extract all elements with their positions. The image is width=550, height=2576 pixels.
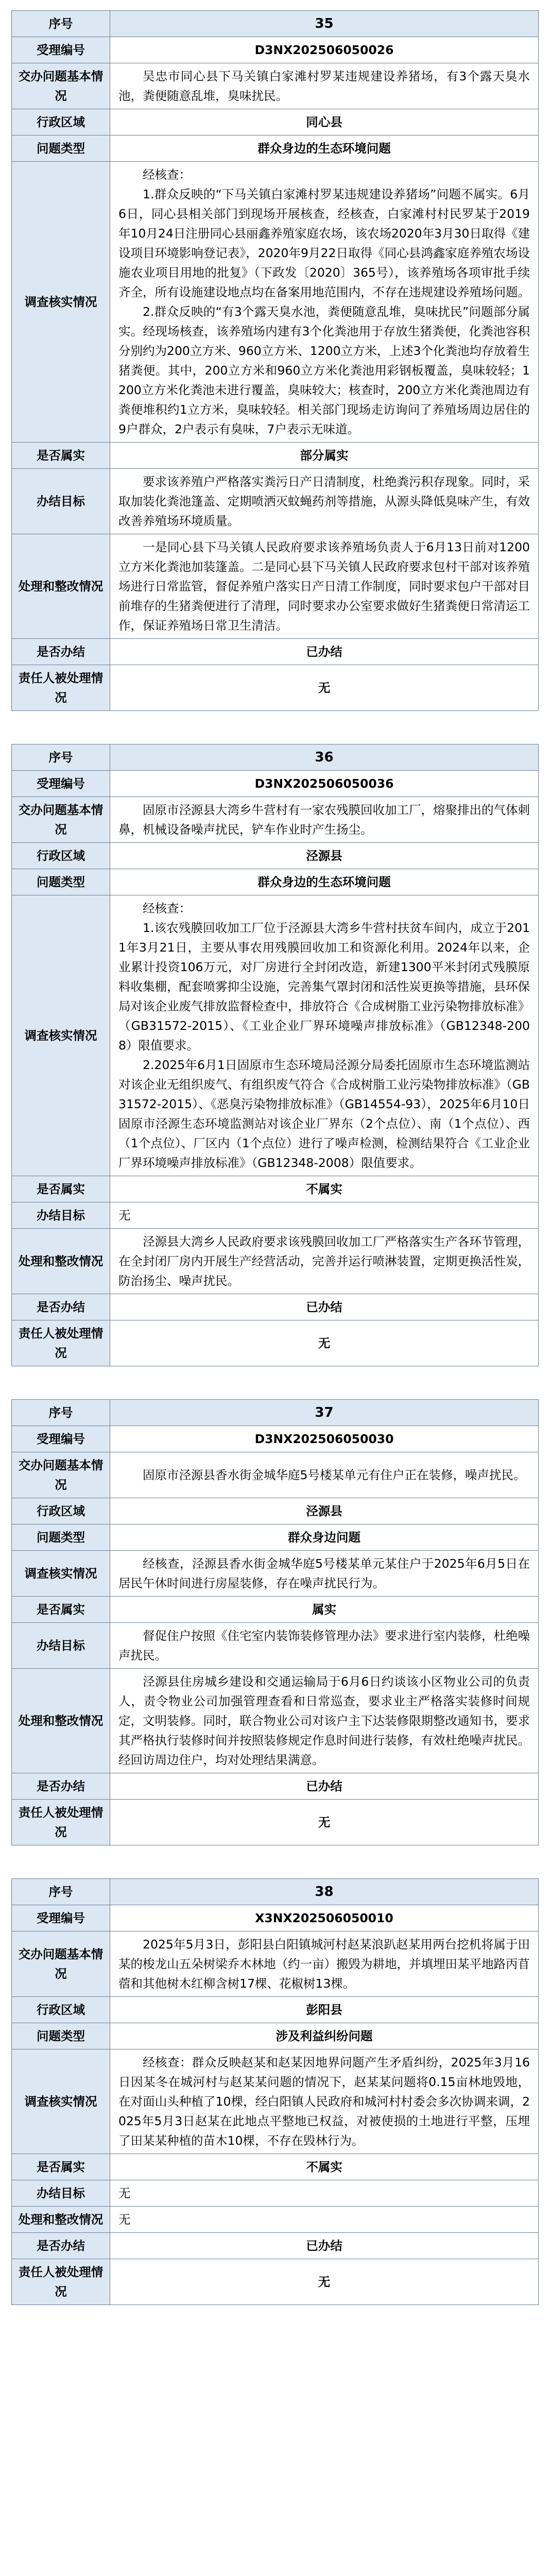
accountability-label: 责任人被处理情况 <box>12 1800 110 1845</box>
rectification-value <box>110 1229 539 1294</box>
case-table <box>11 1878 539 2305</box>
verification-row <box>12 162 539 443</box>
result-value <box>110 469 539 534</box>
basic-info-text: 吴忠市同心县下马关镇白家滩村罗某违规建设养猪场，有3个露天臭水池，粪便随意乱堆，臭味扰民。 <box>118 69 530 103</box>
closed-row <box>12 2233 539 2259</box>
result-label: 办结目标 <box>12 2180 110 2207</box>
seq-value: 35 <box>110 11 539 37</box>
rectification-label: 处理和整改情况 <box>12 1669 110 1773</box>
problem-type-label: 问题类型 <box>12 135 110 162</box>
result-value <box>110 1202 539 1229</box>
petition-no-value: D3NX202506050036 <box>110 771 539 797</box>
verification-value <box>110 2049 539 2154</box>
result-row <box>12 469 539 534</box>
accountability-value: 无 <box>110 1320 539 1366</box>
result-text: 督促住户按照《住宅室内装饰装修管理办法》要求进行室内装修，杜绝噪声扰民。 <box>118 1629 530 1663</box>
seq-row <box>12 1400 539 1426</box>
is-true-label: 是否属实 <box>12 1597 110 1623</box>
petition-no-label: 受理编号 <box>12 1905 110 1931</box>
problem-type-row <box>12 1524 539 1551</box>
closed-value: 已办结 <box>110 639 539 665</box>
rectification-row <box>12 1669 539 1773</box>
petition-no-row <box>12 1426 539 1452</box>
verification-label: 调查核实情况 <box>12 895 110 1176</box>
verification-paragraph: 经核查：群众反映赵某和赵某因地界问题产生矛盾纠纷，2025年3月16日因某冬在城河村与赵某某问题的情况下，赵某某问题将0.15亩林地毁地，在对面山头种植了10棵，经白阳镇人民政府和城河村村委会多次协调来调，2025年5月3日赵某在此地点平整地已权益，对被使损的土地进行平整，压埋了田某某种植的苗木10棵，不存在毁林行为。 <box>118 2055 530 2148</box>
region-value: 泾源县 <box>110 1498 539 1524</box>
closed-label: 是否办结 <box>12 2233 110 2259</box>
closed-label: 是否办结 <box>12 639 110 665</box>
closed-value: 已办结 <box>110 2233 539 2259</box>
rectification-row <box>12 534 539 639</box>
seq-value: 37 <box>110 1400 539 1426</box>
basic-info-label: 交办问题基本情况 <box>12 1452 110 1498</box>
is-true-value: 不属实 <box>110 1176 539 1202</box>
verification-label: 调查核实情况 <box>12 1551 110 1597</box>
is-true-value: 属实 <box>110 1597 539 1623</box>
petition-no-value: D3NX202506050026 <box>110 37 539 63</box>
seq-value: 36 <box>110 744 539 771</box>
petition-no-value: D3NX202506050030 <box>110 1426 539 1452</box>
seq-label: 序号 <box>12 744 110 771</box>
rectification-value <box>110 1669 539 1773</box>
petition-no-row <box>12 1905 539 1931</box>
is-true-row <box>12 1597 539 1623</box>
result-label: 办结目标 <box>12 469 110 534</box>
problem-type-label: 问题类型 <box>12 2023 110 2049</box>
is-true-label: 是否属实 <box>12 1176 110 1202</box>
verification-paragraph: 1.群众反映的“下马关镇白家滩村罗某违规建设养猪场”问题不属实。6月6日，同心县相关部门到现场开展核查，经核查，白家滩村村民罗某于2019年10月24日注册同心县丽鑫养殖家庭农场，该农场2020年3月30日取得《建设项目环境影响登记表》，2020年9月22日取得《同心县鸿鑫家庭养殖农场设施农业项目用地的批复》（下政发〔2020〕365号），该养殖场各项审批手续齐全，所有设施建设地点均在备案用地范围内，不存在违规建设养殖场问题。 <box>118 187 530 299</box>
verification-paragraph: 经核查，泾源县香水街金城华庭5号楼某单元某住户于2025年6月5日在居民午休时间进行房屋装修，存在噪声扰民行为。 <box>118 1556 530 1590</box>
rectification-row <box>12 2207 539 2233</box>
region-row <box>12 843 539 869</box>
seq-label: 序号 <box>12 1879 110 1905</box>
verification-paragraph: 1.该农残膜回收加工厂位于泾源县大湾乡牛营村扶贫车间内，成立于2011年3月21日，主要从事农用残膜回收加工和资源化利用。2024年以来，企业累计投资106万元，对厂房进行全封闭改造，新建1300平米封闭式残膜原料收集棚，配套喷雾抑尘设施，完善集气罩封闭和活性炭更换等措施，县环保局对该企业废气排放监督检查中，排放符合《合成树脂工业污染物排放标准》（GB31572-2015）、《工业企业厂界环境噪声排放标准》（GB12348-2008）限值要求。 <box>118 921 530 1053</box>
region-label: 行政区域 <box>12 843 110 869</box>
seq-row <box>12 744 539 771</box>
problem-type-value: 群众身边的生态环境问题 <box>110 135 539 162</box>
basic-info-text: 固原市泾源县香水街金城华庭5号楼某单元有住户正在装修，噪声扰民。 <box>143 1468 526 1482</box>
rectification-value: 无 <box>110 2207 539 2233</box>
result-text: 要求该养殖户严格落实粪污日产日清制度，杜绝粪污积存现象。同时，采取加装化粪池篷盖、定期喷洒灭蚊蝇药剂等措施，从源头降低臭味产生，有效改善养殖场环境质量。 <box>118 474 530 528</box>
basic-info-row <box>12 797 539 843</box>
verification-value <box>110 895 539 1176</box>
rectification-label: 处理和整改情况 <box>12 534 110 639</box>
region-value: 同心县 <box>110 109 539 135</box>
basic-info-value <box>110 63 539 109</box>
region-row <box>12 109 539 135</box>
problem-type-label: 问题类型 <box>12 1524 110 1551</box>
closed-label: 是否办结 <box>12 1773 110 1800</box>
problem-type-row <box>12 869 539 895</box>
result-row <box>12 2180 539 2207</box>
closed-label: 是否办结 <box>12 1294 110 1320</box>
is-true-value: 不属实 <box>110 2154 539 2180</box>
case-card-36 <box>0 734 550 1389</box>
closed-row <box>12 1773 539 1800</box>
accountability-label: 责任人被处理情况 <box>12 1320 110 1366</box>
seq-row <box>12 11 539 37</box>
verification-value <box>110 162 539 443</box>
seq-row <box>12 1879 539 1905</box>
problem-type-value: 涉及利益纠纷问题 <box>110 2023 539 2049</box>
petition-no-label: 受理编号 <box>12 37 110 63</box>
result-value: 无 <box>110 2180 539 2207</box>
rectification-value <box>110 534 539 639</box>
basic-info-label: 交办问题基本情况 <box>12 63 110 109</box>
is-true-value: 部分属实 <box>110 443 539 469</box>
result-row <box>12 1623 539 1669</box>
accountability-label: 责任人被处理情况 <box>12 665 110 711</box>
verification-paragraph: 2.2025年6月1日固原市生态环境局泾源分局委托固原市生态环境监测站对该企业无组织废气、有组织废气符合《合成树脂工业污染物排放标准》（GB31572-2015）、《恶臭污染物排放标准》（GB14554-93），2025年6月10日固原市泾源生态环境监测站对该企业厂界东（2个点位）、南（1个点位）、西（1个点位）、厂区内（1个点位）进行了噪声检测，检测结果符合《工业企业厂界环境噪声排放标准》（GB12348-2008）限值要求。 <box>118 1058 530 1170</box>
closed-value: 已办结 <box>110 1294 539 1320</box>
is-true-row <box>12 2154 539 2180</box>
basic-info-row <box>12 63 539 109</box>
verification-paragraph: 经核查： <box>143 901 191 916</box>
problem-type-row <box>12 2023 539 2049</box>
basic-info-value <box>110 1452 539 1498</box>
region-label: 行政区域 <box>12 1997 110 2023</box>
accountability-row <box>12 665 539 711</box>
verification-label: 调查核实情况 <box>12 162 110 443</box>
region-value: 泾源县 <box>110 843 539 869</box>
accountability-label: 责任人被处理情况 <box>12 2259 110 2305</box>
accountability-value: 无 <box>110 2259 539 2305</box>
verification-paragraph: 2.群众反映的“有3个露天臭水池，粪便随意乱堆，臭味扰民”问题部分属实。经现场核查，该养殖场内建有3个化粪池用于存放生猪粪便，化粪池容积分别约为200立方米、960立方米、1200立方米，上述3个化粪池均存放着生猪粪便。其中，200立方米和960立方米化粪池用彩钢板覆盖，臭味较轻；1200立方米化粪池未进行覆盖，臭味较大；核查时，200立方米化粪池周边有粪便堆积约1立方米，臭味较轻。相关部门现场走访询问了养殖场周边居住的9户群众，2户表示有臭味，7户表示无味道。 <box>118 304 530 436</box>
basic-info-label: 交办问题基本情况 <box>12 1931 110 1997</box>
result-value <box>110 1623 539 1669</box>
verification-row <box>12 895 539 1176</box>
accountability-row <box>12 1800 539 1845</box>
is-true-label: 是否属实 <box>12 443 110 469</box>
case-table <box>11 1399 539 1845</box>
basic-info-value <box>110 797 539 843</box>
accountability-value: 无 <box>110 665 539 711</box>
rectification-text: 一是同心县下马关镇人民政府要求该养殖场负责人于6月13日前对1200立方米化粪池加装篷盖。二是同心县下马关镇人民政府要求包村干部对该养殖场进行日常监管，督促养殖户落实日产日清工作制度，同时要求包户干部对目前堆存的生猪粪便进行了清理，同时要求办公室要求做好生猪粪便日常清运工作，保证养殖场日常卫生清洁。 <box>118 540 530 633</box>
basic-info-row <box>12 1452 539 1498</box>
accountability-row <box>12 1320 539 1366</box>
case-card-37 <box>0 1389 550 1868</box>
basic-info-text: 2025年5月3日，彭阳县白阳镇城河村赵某浪趴赵某用两台挖机将属于田某的梭龙山五朵树梁乔木林地（约一亩）搬毁为耕地，并填埋田某平地路丙苜蓿和其他树木红柳含树17棵、花椒树13棵。 <box>118 1937 530 1991</box>
petition-no-label: 受理编号 <box>12 1426 110 1452</box>
case-table <box>11 10 539 711</box>
problem-type-value: 群众身边的生态环境问题 <box>110 869 539 895</box>
petition-no-label: 受理编号 <box>12 771 110 797</box>
basic-info-value <box>110 1931 539 1997</box>
rectification-label: 处理和整改情况 <box>12 1229 110 1294</box>
result-label: 办结目标 <box>12 1202 110 1229</box>
problem-type-row <box>12 135 539 162</box>
result-label: 办结目标 <box>12 1623 110 1669</box>
accountability-value: 无 <box>110 1800 539 1845</box>
region-row <box>12 1498 539 1524</box>
problem-type-value: 群众身边问题 <box>110 1524 539 1551</box>
result-text: 无 <box>118 1208 131 1223</box>
closed-row <box>12 1294 539 1320</box>
rectification-text: 泾源县住房城乡建设和交通运输局于6月6日约谈该小区物业公司的负责人，责令物业公司加强管理查看和日常巡查，要求业主严格落实装修时间规定，文明装修。同时，联合物业公司对该户主下达装修限期整改通知书，要求其严格执行装修时间并按照装修规定作息时间进行装修，有效杜绝噪声扰民。经回访周边住户，均对处理结果满意。 <box>118 1674 530 1767</box>
verification-paragraph: 经核查： <box>143 167 191 182</box>
is-true-label: 是否属实 <box>12 2154 110 2180</box>
region-row <box>12 1997 539 2023</box>
closed-value: 已办结 <box>110 1773 539 1800</box>
petition-no-row <box>12 771 539 797</box>
petition-no-row <box>12 37 539 63</box>
seq-value: 38 <box>110 1879 539 1905</box>
case-card-35 <box>0 0 550 734</box>
case-card-38 <box>0 1868 550 2328</box>
region-label: 行政区域 <box>12 1498 110 1524</box>
case-table <box>11 744 539 1366</box>
is-true-row <box>12 443 539 469</box>
basic-info-label: 交办问题基本情况 <box>12 797 110 843</box>
region-label: 行政区域 <box>12 109 110 135</box>
accountability-row <box>12 2259 539 2305</box>
verification-row <box>12 2049 539 2154</box>
is-true-row <box>12 1176 539 1202</box>
closed-row <box>12 639 539 665</box>
rectification-label: 处理和整改情况 <box>12 2207 110 2233</box>
verification-label: 调查核实情况 <box>12 2049 110 2154</box>
verification-row <box>12 1551 539 1597</box>
basic-info-text: 固原市泾源县大湾乡牛营村有一家农残膜回收加工厂，熔聚排出的气体刺鼻，机械设备噪声扰民，铲车作业时产生扬尘。 <box>118 803 530 837</box>
rectification-row <box>12 1229 539 1294</box>
seq-label: 序号 <box>12 11 110 37</box>
region-value: 彭阳县 <box>110 1997 539 2023</box>
problem-type-label: 问题类型 <box>12 869 110 895</box>
seq-label: 序号 <box>12 1400 110 1426</box>
verification-value <box>110 1551 539 1597</box>
basic-info-row <box>12 1931 539 1997</box>
result-row <box>12 1202 539 1229</box>
petition-no-value: X3NX202506050010 <box>110 1905 539 1931</box>
rectification-text: 泾源县大湾乡人民政府要求该残膜回收加工厂严格落实生产各环节管理，在全封闭厂房内开展生产经营活动，完善并运行喷淋装置，定期更换活性炭，防治扬尘、噪声扰民。 <box>118 1234 530 1288</box>
